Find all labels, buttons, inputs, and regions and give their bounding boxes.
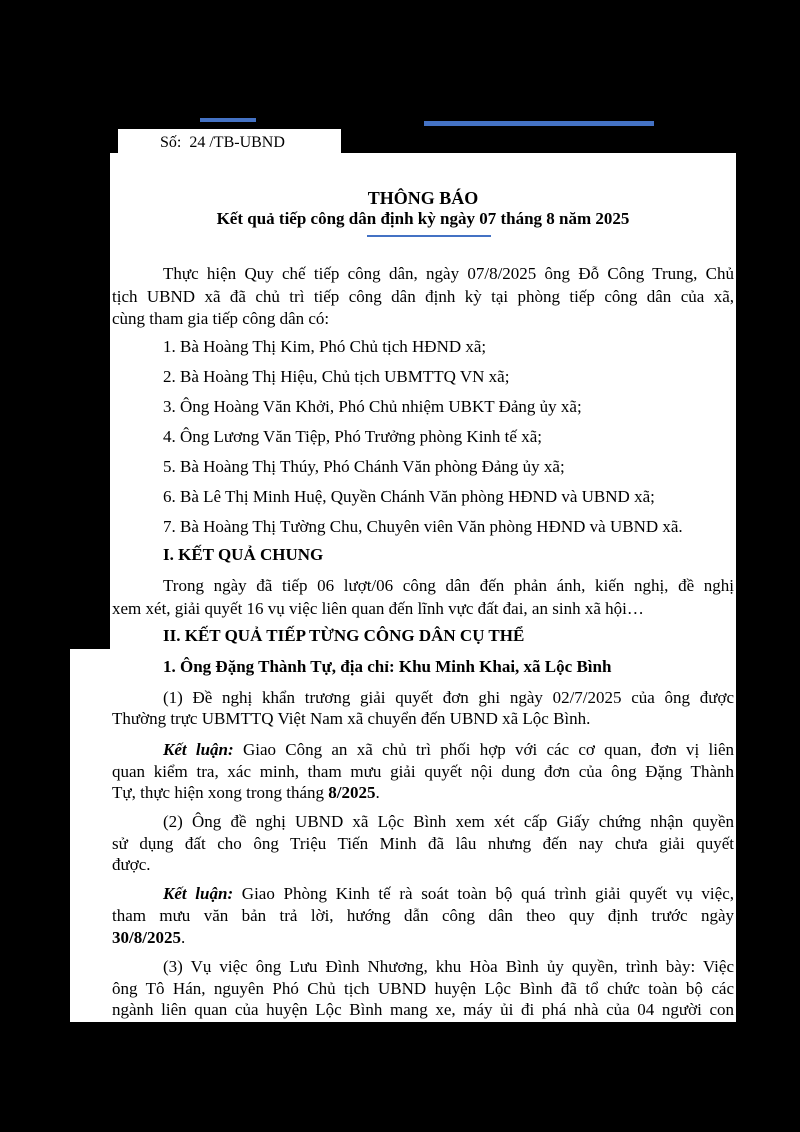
conclusion-1-line-2: quan kiểm tra, xác minh, tham mưu giải quyết nội dung đơn của ông Đặng Thành [112,762,734,781]
participant-item: 7. Bà Hoàng Thị Tường Chu, Chuyên viên Văn phòng HĐND và UBND xã. [163,517,683,536]
header-rule-right [424,121,654,126]
item-1-line-2: Thường trực UBMTTQ Việt Nam xã chuyển đến UBND xã Lộc Bình. [112,709,591,728]
conclusion-label: Kết luận: [163,740,234,759]
conclusion-1-text: Giao Công an xã chủ trì phối hợp với các cơ quan, đơn vị liên [233,740,734,759]
conclusion-1-line-3 [112,783,380,803]
document-number [160,133,285,153]
item-2-line-2: sử dụng đất cho ông Triệu Tiến Minh đã lâu nhưng đến nay chưa giải quyết [112,834,734,853]
notice-heading: THÔNG BÁO [367,188,479,208]
notice-subheading: Kết quả tiếp công dân định kỳ ngày 07 tháng 8 năm 2025 [216,209,630,228]
section-2-heading: II. KẾT QUẢ TIẾP TỪNG CÔNG DÂN CỤ THỂ [163,626,525,645]
item-2-line-3: được. [112,855,151,874]
item-2-line-1: (2) Ông đề nghị UBND xã Lộc Bình xem xét cấp Giấy chứng nhận quyền [163,812,734,831]
participant-item: 3. Ông Hoàng Văn Khởi, Phó Chủ nhiệm UBKT Đảng ủy xã; [163,397,582,416]
citizen-1-heading: 1. Ông Đặng Thành Tự, địa chỉ: Khu Minh Khai, xã Lộc Bình [163,657,612,676]
conclusion-2-line-2: tham mưu văn bản trả lời, hướng dẫn công dân theo quy định trước ngày [112,906,734,925]
section-1-line-1: Trong ngày đã tiếp 06 lượt/06 công dân đến phản ánh, kiến nghị, đề nghị [163,576,734,595]
participant-item: 2. Bà Hoàng Thị Hiệu, Chủ tịch UBMTTQ VN xã; [163,367,510,386]
period: . [375,783,380,802]
deadline-1: 8/2025 [328,783,376,802]
item-3-line-3: ngành liên quan của huyện Lộc Bình mang xe, máy ủi đi phá nhà của 04 người con [112,1000,734,1019]
section-1-heading: I. KẾT QUẢ CHUNG [163,545,324,564]
deadline-2: 30/8/2025 [112,928,181,947]
item-3-line-2: ông Tô Hán, nguyên Phó Chủ tịch UBND huyện Lộc Bình đã tổ chức toàn bộ các [112,979,734,998]
intro-line-1: Thực hiện Quy chế tiếp công dân, ngày 07/8/2025 ông Đỗ Công Trung, Chủ [163,264,734,283]
title-underline [367,235,491,237]
intro-line-2: tịch UBND xã đã chủ trì tiếp công dân định kỳ tại phòng tiếp công dân của xã, [112,287,734,306]
period: . [180,928,186,947]
section-1-line-2: xem xét, giải quyết 16 vụ việc liên quan đến lĩnh vực đất đai, an sinh xã hội… [112,599,644,618]
conclusion-2-line-1 [163,884,734,904]
item-1-line-1: (1) Đề nghị khẩn trương giải quyết đơn ghi ngày 02/7/2025 của ông được [163,688,734,707]
participant-item: 6. Bà Lê Thị Minh Huệ, Quyền Chánh Văn phòng HĐND và UBND xã; [163,487,655,506]
conclusion-2-text: Giao Phòng Kinh tế rà soát toàn bộ quá trình giải quyết vụ việc, [233,884,734,903]
header-rule-left [200,118,256,122]
participant-item: 5. Bà Hoàng Thị Thúy, Phó Chánh Văn phòng Đảng ủy xã; [163,457,565,476]
participant-item: 4. Ông Lương Văn Tiệp, Phó Trưởng phòng Kinh tế xã; [163,427,542,446]
conclusion-2-line-3 [112,928,185,948]
conclusion-1-text: Tự, thực hiện xong trong tháng [112,783,329,802]
participant-item: 1. Bà Hoàng Thị Kim, Phó Chủ tịch HĐND xã; [163,337,487,356]
item-3-line-1: (3) Vụ việc ông Lưu Đình Nhương, khu Hòa Bình ủy quyền, trình bày: Việc [163,957,734,976]
conclusion-label: Kết luận: [163,884,234,903]
conclusion-1-line-1 [163,740,734,760]
so-label: Số: [160,134,182,151]
so-number: 24 /TB-UBND [189,134,285,151]
intro-line-3: cùng tham gia tiếp công dân có: [112,309,330,328]
